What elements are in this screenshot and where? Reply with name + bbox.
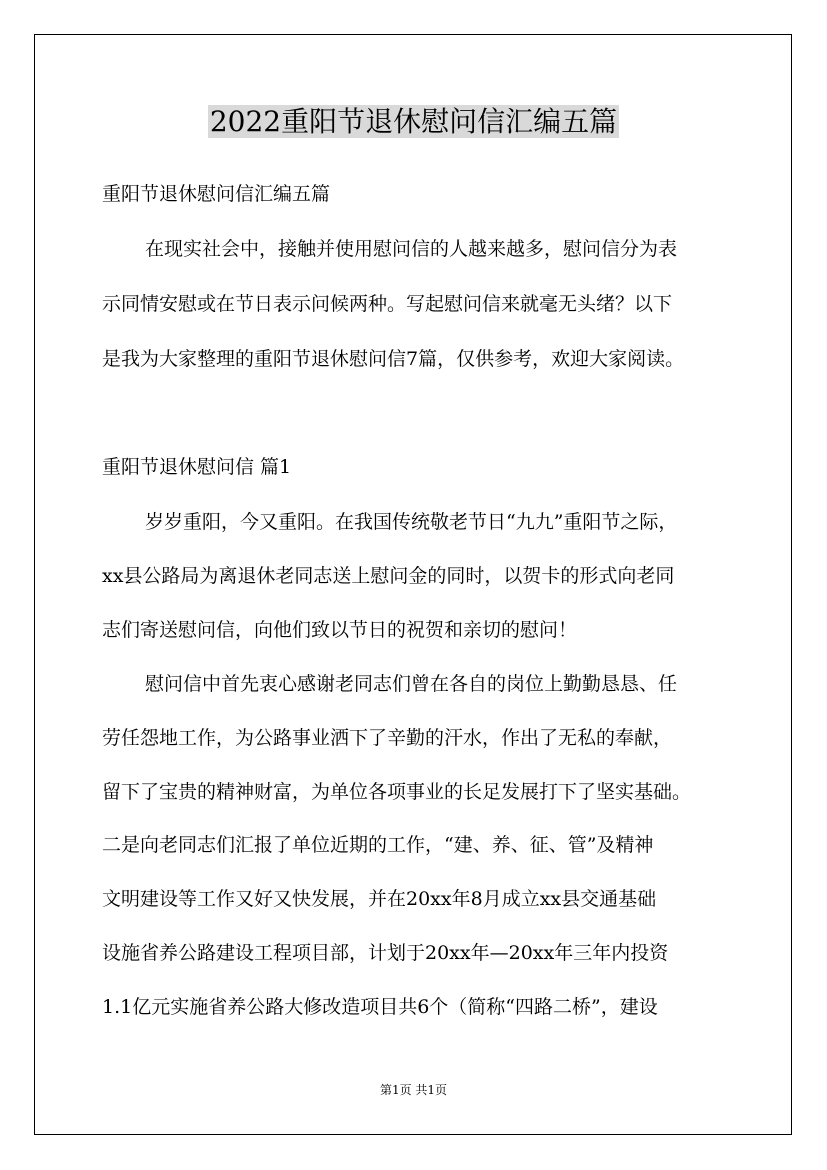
paragraph-line: 文明建设等工作又好又快发展，并在20xx年8月成立xx县交通基础	[102, 888, 657, 910]
intro-line: 是我为大家整理的重阳节退休慰问信7篇，仅供参考，欢迎大家阅读。	[102, 348, 685, 370]
paragraph-line: 设施省养公路建设工程项目部，计划于20xx年—20xx年三年内投资	[102, 942, 669, 964]
paragraph-line: 留下了宝贵的精神财富，为单位各项事业的长足发展打下了坚实基础。	[102, 781, 692, 803]
document-title: 2022重阳节退休慰问信汇编五篇	[209, 105, 618, 138]
page-footer: 第1页 共1页	[379, 1083, 448, 1097]
paragraph-line: xx县公路局为离退休老同志送上慰问金的同时，以贺卡的形式向老同	[102, 565, 675, 587]
intro-line: 在现实社会中，接触并使用慰问信的人越来越多，慰问信分为表	[145, 238, 678, 260]
section-heading: 重阳节退休慰问信 篇1	[102, 456, 292, 478]
paragraph-line: 劳任怨地工作，为公路事业洒下了辛勤的汗水，作出了无私的奉献，	[102, 727, 673, 749]
paragraph-line: 1.1亿元实施省养公路大修改造项目共6个（简称“四路二桥”，建设	[102, 996, 658, 1018]
document-subtitle: 重阳节退休慰问信汇编五篇	[102, 183, 331, 205]
paragraph-line: 志们寄送慰问信，向他们致以节日的祝贺和亲切的慰问！	[102, 619, 578, 641]
paragraph-line: 岁岁重阳，今又重阳。在我国传统敬老节日“九九”重阳节之际，	[145, 511, 678, 533]
paragraph-line: 二是向老同志们汇报了单位近期的工作，“建、养、征、管”及精神	[102, 834, 654, 856]
intro-line: 示同情安慰或在节日表示问候两种。写起慰问信来就毫无头绪？以下	[102, 293, 673, 315]
paragraph-line: 慰问信中首先衷心感谢老同志们曾在各自的岗位上勤勤恳恳、任	[145, 673, 678, 695]
